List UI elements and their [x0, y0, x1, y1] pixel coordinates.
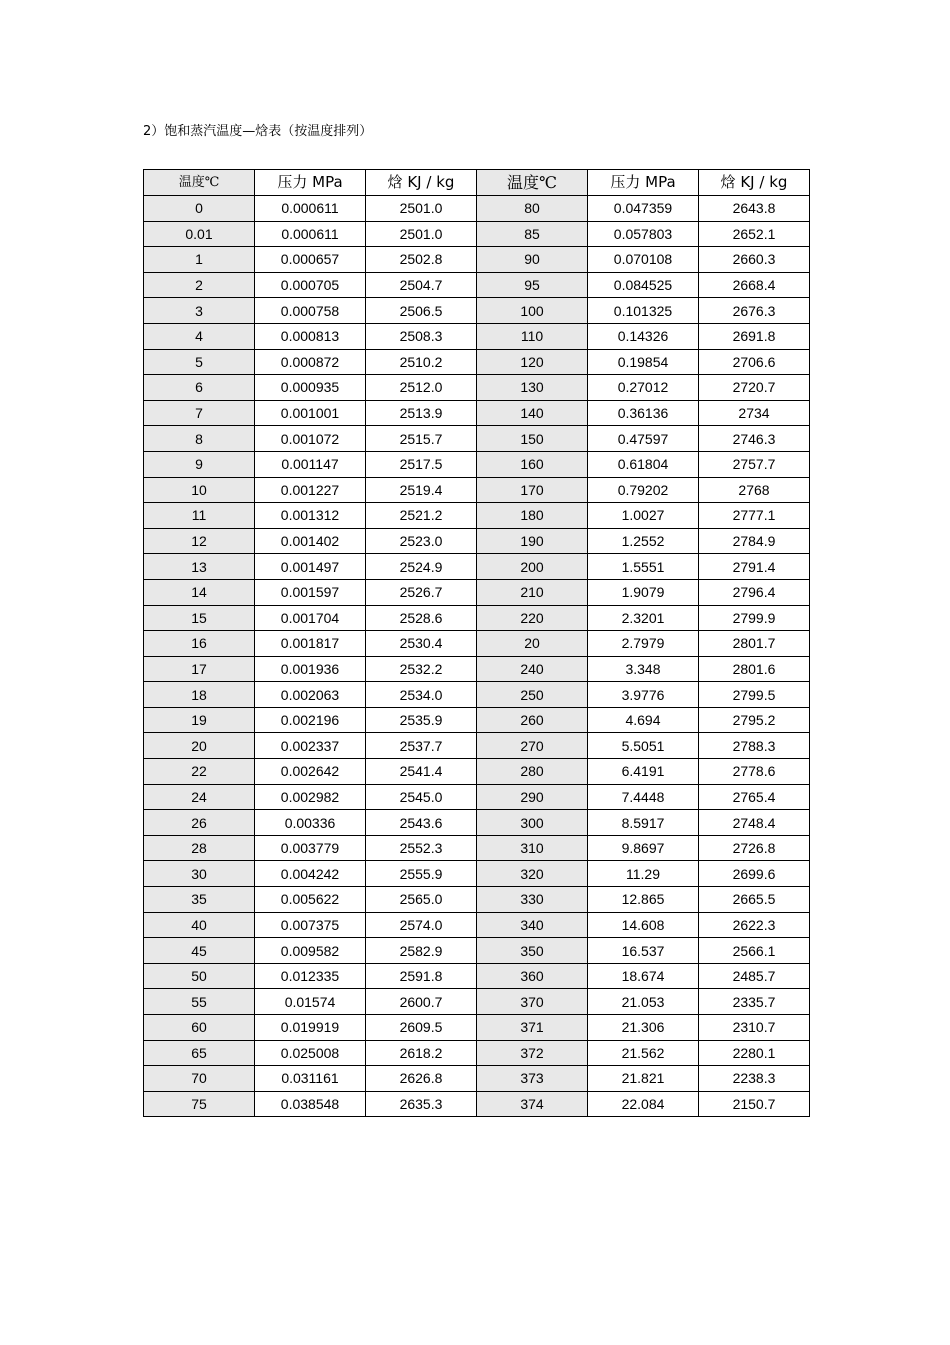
table-cell: 2796.4 [699, 579, 810, 605]
table-cell: 374 [477, 1091, 588, 1117]
table-cell: 170 [477, 477, 588, 503]
table-row [144, 707, 810, 733]
table-cell: 22 [144, 759, 255, 785]
table-cell: 210 [477, 579, 588, 605]
table-row [144, 1015, 810, 1041]
table-cell: 2545.0 [366, 784, 477, 810]
table-cell: 0.000935 [255, 375, 366, 401]
table-cell: 0.001227 [255, 477, 366, 503]
table-cell: 2541.4 [366, 759, 477, 785]
table-cell: 2501.0 [366, 196, 477, 222]
table-cell: 50 [144, 963, 255, 989]
table-cell: 260 [477, 707, 588, 733]
table-row [144, 400, 810, 426]
table-row [144, 349, 810, 375]
table-cell: 0.025008 [255, 1040, 366, 1066]
table-row [144, 196, 810, 222]
table-cell: 2668.4 [699, 272, 810, 298]
table-cell: 2238.3 [699, 1066, 810, 1092]
table-row [144, 528, 810, 554]
table-cell: 14 [144, 579, 255, 605]
table-cell: 3.9776 [588, 682, 699, 708]
table-row [144, 656, 810, 682]
table-cell: 2508.3 [366, 323, 477, 349]
table-cell: 0.084525 [588, 272, 699, 298]
table-cell: 2784.9 [699, 528, 810, 554]
table-cell: 2552.3 [366, 835, 477, 861]
table-cell: 2517.5 [366, 451, 477, 477]
table-cell: 2591.8 [366, 963, 477, 989]
table-cell: 0.79202 [588, 477, 699, 503]
table-cell: 2 [144, 272, 255, 298]
table-cell: 24 [144, 784, 255, 810]
table-cell: 0.14326 [588, 323, 699, 349]
table-cell: 0.001936 [255, 656, 366, 682]
table-cell: 0.002196 [255, 707, 366, 733]
table-cell: 2543.6 [366, 810, 477, 836]
table-cell: 2524.9 [366, 554, 477, 580]
table-cell: 20 [144, 733, 255, 759]
table-cell: 6.4191 [588, 759, 699, 785]
table-cell: 10 [144, 477, 255, 503]
table-row [144, 733, 810, 759]
table-cell: 2566.1 [699, 938, 810, 964]
table-cell: 16.537 [588, 938, 699, 964]
table-cell: 110 [477, 323, 588, 349]
table-cell: 371 [477, 1015, 588, 1041]
table-cell: 150 [477, 426, 588, 452]
table-cell: 5.5051 [588, 733, 699, 759]
table-cell: 21.306 [588, 1015, 699, 1041]
table-cell: 360 [477, 963, 588, 989]
table-row [144, 938, 810, 964]
table-cell: 2801.6 [699, 656, 810, 682]
table-cell: 0.009582 [255, 938, 366, 964]
table-cell: 2574.0 [366, 912, 477, 938]
table-cell: 0.007375 [255, 912, 366, 938]
table-cell: 2280.1 [699, 1040, 810, 1066]
table-cell: 2528.6 [366, 605, 477, 631]
table-cell: 2660.3 [699, 247, 810, 273]
table-cell: 13 [144, 554, 255, 580]
table-row [144, 272, 810, 298]
column-header: 压力 MPa [255, 170, 366, 196]
table-cell: 250 [477, 682, 588, 708]
table-cell: 2521.2 [366, 503, 477, 529]
table-cell: 12.865 [588, 887, 699, 913]
table-cell: 45 [144, 938, 255, 964]
table-cell: 2485.7 [699, 963, 810, 989]
table-cell: 320 [477, 861, 588, 887]
table-cell: 1 [144, 247, 255, 273]
table-cell: 330 [477, 887, 588, 913]
table-cell: 0.001704 [255, 605, 366, 631]
table-row [144, 1091, 810, 1117]
table-cell: 2510.2 [366, 349, 477, 375]
table-cell: 350 [477, 938, 588, 964]
column-header: 压力 MPa [588, 170, 699, 196]
table-row [144, 784, 810, 810]
table-cell: 0.000758 [255, 298, 366, 324]
table-row [144, 605, 810, 631]
table-cell: 2777.1 [699, 503, 810, 529]
table-cell: 220 [477, 605, 588, 631]
table-row [144, 835, 810, 861]
table-cell: 0.000813 [255, 323, 366, 349]
table-cell: 1.5551 [588, 554, 699, 580]
table-row [144, 989, 810, 1015]
table-row [144, 912, 810, 938]
table-cell: 372 [477, 1040, 588, 1066]
table-row [144, 682, 810, 708]
table-cell: 2676.3 [699, 298, 810, 324]
table-cell: 6 [144, 375, 255, 401]
table-cell: 16 [144, 631, 255, 657]
table-cell: 240 [477, 656, 588, 682]
table-cell: 21.053 [588, 989, 699, 1015]
table-cell: 12 [144, 528, 255, 554]
table-cell: 0.47597 [588, 426, 699, 452]
table-cell: 2565.0 [366, 887, 477, 913]
table-cell: 2555.9 [366, 861, 477, 887]
table-row [144, 963, 810, 989]
table-cell: 0.001312 [255, 503, 366, 529]
table-cell: 2652.1 [699, 221, 810, 247]
table-cell: 0.001597 [255, 579, 366, 605]
table-cell: 20 [477, 631, 588, 657]
table-cell: 90 [477, 247, 588, 273]
table-cell: 370 [477, 989, 588, 1015]
table-cell: 4 [144, 323, 255, 349]
table-cell: 2626.8 [366, 1066, 477, 1092]
table-cell: 11 [144, 503, 255, 529]
table-cell: 70 [144, 1066, 255, 1092]
table-row [144, 759, 810, 785]
table-cell: 2746.3 [699, 426, 810, 452]
table-cell: 300 [477, 810, 588, 836]
table-cell: 290 [477, 784, 588, 810]
table-cell: 0.27012 [588, 375, 699, 401]
table-cell: 2506.5 [366, 298, 477, 324]
table-cell: 2335.7 [699, 989, 810, 1015]
table-cell: 75 [144, 1091, 255, 1117]
table-cell: 0.070108 [588, 247, 699, 273]
table-cell: 85 [477, 221, 588, 247]
table-cell: 2.3201 [588, 605, 699, 631]
table-cell: 7.4448 [588, 784, 699, 810]
table-cell: 1.0027 [588, 503, 699, 529]
table-cell: 0.002982 [255, 784, 366, 810]
table-row [144, 861, 810, 887]
table-cell: 2791.4 [699, 554, 810, 580]
table-cell: 0.019919 [255, 1015, 366, 1041]
table-cell: 2765.4 [699, 784, 810, 810]
table-row [144, 375, 810, 401]
table-cell: 2526.7 [366, 579, 477, 605]
column-header: 温度℃ [477, 170, 588, 196]
table-cell: 1.9079 [588, 579, 699, 605]
table-row [144, 323, 810, 349]
table-cell: 310 [477, 835, 588, 861]
table-cell: 280 [477, 759, 588, 785]
table-cell: 2635.3 [366, 1091, 477, 1117]
table-cell: 8.5917 [588, 810, 699, 836]
table-cell: 2600.7 [366, 989, 477, 1015]
table-cell: 8 [144, 426, 255, 452]
table-cell: 28 [144, 835, 255, 861]
table-cell: 30 [144, 861, 255, 887]
table-cell: 2788.3 [699, 733, 810, 759]
table-cell: 55 [144, 989, 255, 1015]
table-cell: 9 [144, 451, 255, 477]
table-cell: 0.002642 [255, 759, 366, 785]
table-cell: 60 [144, 1015, 255, 1041]
table-cell: 0.36136 [588, 400, 699, 426]
table-cell: 1.2552 [588, 528, 699, 554]
table-cell: 2535.9 [366, 707, 477, 733]
table-row [144, 298, 810, 324]
table-cell: 80 [477, 196, 588, 222]
table-cell: 0.101325 [588, 298, 699, 324]
table-cell: 200 [477, 554, 588, 580]
table-cell: 2706.6 [699, 349, 810, 375]
table-cell: 0.038548 [255, 1091, 366, 1117]
table-cell: 0.001001 [255, 400, 366, 426]
table-cell: 2699.6 [699, 861, 810, 887]
table-cell: 2691.8 [699, 323, 810, 349]
table-cell: 0.001497 [255, 554, 366, 580]
table-cell: 0.000872 [255, 349, 366, 375]
column-header: 焓 KJ / kg [366, 170, 477, 196]
saturated-steam-table [143, 169, 810, 1117]
table-cell: 35 [144, 887, 255, 913]
table-cell: 0.000611 [255, 221, 366, 247]
table-cell: 100 [477, 298, 588, 324]
column-header: 温度℃ [144, 170, 255, 196]
table-row [144, 451, 810, 477]
table-cell: 180 [477, 503, 588, 529]
table-row [144, 887, 810, 913]
table-cell: 19 [144, 707, 255, 733]
table-row [144, 221, 810, 247]
table-cell: 21.821 [588, 1066, 699, 1092]
table-cell: 21.562 [588, 1040, 699, 1066]
table-cell: 0.001072 [255, 426, 366, 452]
table-cell: 2778.6 [699, 759, 810, 785]
table-cell: 0.61804 [588, 451, 699, 477]
table-cell: 0.005622 [255, 887, 366, 913]
table-cell: 160 [477, 451, 588, 477]
table-cell: 2582.9 [366, 938, 477, 964]
table-cell: 0.001402 [255, 528, 366, 554]
table-cell: 2748.4 [699, 810, 810, 836]
table-row [144, 810, 810, 836]
table-cell: 0.012335 [255, 963, 366, 989]
table-row [144, 631, 810, 657]
table-cell: 0.002337 [255, 733, 366, 759]
table-cell: 0.000705 [255, 272, 366, 298]
table-cell: 65 [144, 1040, 255, 1066]
table-cell: 2665.5 [699, 887, 810, 913]
table-cell: 11.29 [588, 861, 699, 887]
table-cell: 0.01 [144, 221, 255, 247]
table-row [144, 247, 810, 273]
table-cell: 2726.8 [699, 835, 810, 861]
table-cell: 120 [477, 349, 588, 375]
table-cell: 2515.7 [366, 426, 477, 452]
table-cell: 270 [477, 733, 588, 759]
table-cell: 2519.4 [366, 477, 477, 503]
table-cell: 2513.9 [366, 400, 477, 426]
table-cell: 15 [144, 605, 255, 631]
table-cell: 18 [144, 682, 255, 708]
table-cell: 2609.5 [366, 1015, 477, 1041]
table-cell: 2150.7 [699, 1091, 810, 1117]
table-cell: 2801.7 [699, 631, 810, 657]
table-cell: 190 [477, 528, 588, 554]
table-cell: 2501.0 [366, 221, 477, 247]
table-cell: 0.001817 [255, 631, 366, 657]
table-cell: 2534.0 [366, 682, 477, 708]
table-cell: 2532.2 [366, 656, 477, 682]
table-cell: 2512.0 [366, 375, 477, 401]
table-cell: 130 [477, 375, 588, 401]
table-row [144, 503, 810, 529]
table-row [144, 1040, 810, 1066]
table-cell: 0.000657 [255, 247, 366, 273]
table-cell: 0.01574 [255, 989, 366, 1015]
table-cell: 2537.7 [366, 733, 477, 759]
table-cell: 2502.8 [366, 247, 477, 273]
table-row [144, 426, 810, 452]
table-cell: 0.00336 [255, 810, 366, 836]
table-row [144, 1066, 810, 1092]
table-row [144, 579, 810, 605]
table-cell: 3.348 [588, 656, 699, 682]
table-cell: 0.057803 [588, 221, 699, 247]
table-cell: 2720.7 [699, 375, 810, 401]
table-cell: 2310.7 [699, 1015, 810, 1041]
table-cell: 2757.7 [699, 451, 810, 477]
table-cell: 0.047359 [588, 196, 699, 222]
table-cell: 0.031161 [255, 1066, 366, 1092]
table-caption: 2）饱和蒸汽温度—焓表（按温度排列） [143, 124, 373, 139]
table-row [144, 554, 810, 580]
table-cell: 373 [477, 1066, 588, 1092]
column-header: 焓 KJ / kg [699, 170, 810, 196]
table-cell: 40 [144, 912, 255, 938]
table-cell: 0.003779 [255, 835, 366, 861]
table-cell: 9.8697 [588, 835, 699, 861]
table-cell: 22.084 [588, 1091, 699, 1117]
table-cell: 2734 [699, 400, 810, 426]
table-cell: 0.001147 [255, 451, 366, 477]
table-cell: 4.694 [588, 707, 699, 733]
table-cell: 18.674 [588, 963, 699, 989]
table-cell: 2530.4 [366, 631, 477, 657]
header-row [144, 170, 810, 196]
table-cell: 0.002063 [255, 682, 366, 708]
table-cell: 2768 [699, 477, 810, 503]
table-cell: 7 [144, 400, 255, 426]
table-cell: 3 [144, 298, 255, 324]
table-cell: 0.19854 [588, 349, 699, 375]
table-cell: 0.000611 [255, 196, 366, 222]
table-cell: 2.7979 [588, 631, 699, 657]
table-cell: 2622.3 [699, 912, 810, 938]
table-cell: 2643.8 [699, 196, 810, 222]
table-cell: 2618.2 [366, 1040, 477, 1066]
table-cell: 14.608 [588, 912, 699, 938]
table-cell: 5 [144, 349, 255, 375]
table-cell: 140 [477, 400, 588, 426]
table-cell: 340 [477, 912, 588, 938]
table-cell: 26 [144, 810, 255, 836]
table-cell: 95 [477, 272, 588, 298]
table-row [144, 477, 810, 503]
table-cell: 0 [144, 196, 255, 222]
table-cell: 0.004242 [255, 861, 366, 887]
table-cell: 2799.5 [699, 682, 810, 708]
table-cell: 2504.7 [366, 272, 477, 298]
table-cell: 17 [144, 656, 255, 682]
table-cell: 2523.0 [366, 528, 477, 554]
table-cell: 2795.2 [699, 707, 810, 733]
table-cell: 2799.9 [699, 605, 810, 631]
